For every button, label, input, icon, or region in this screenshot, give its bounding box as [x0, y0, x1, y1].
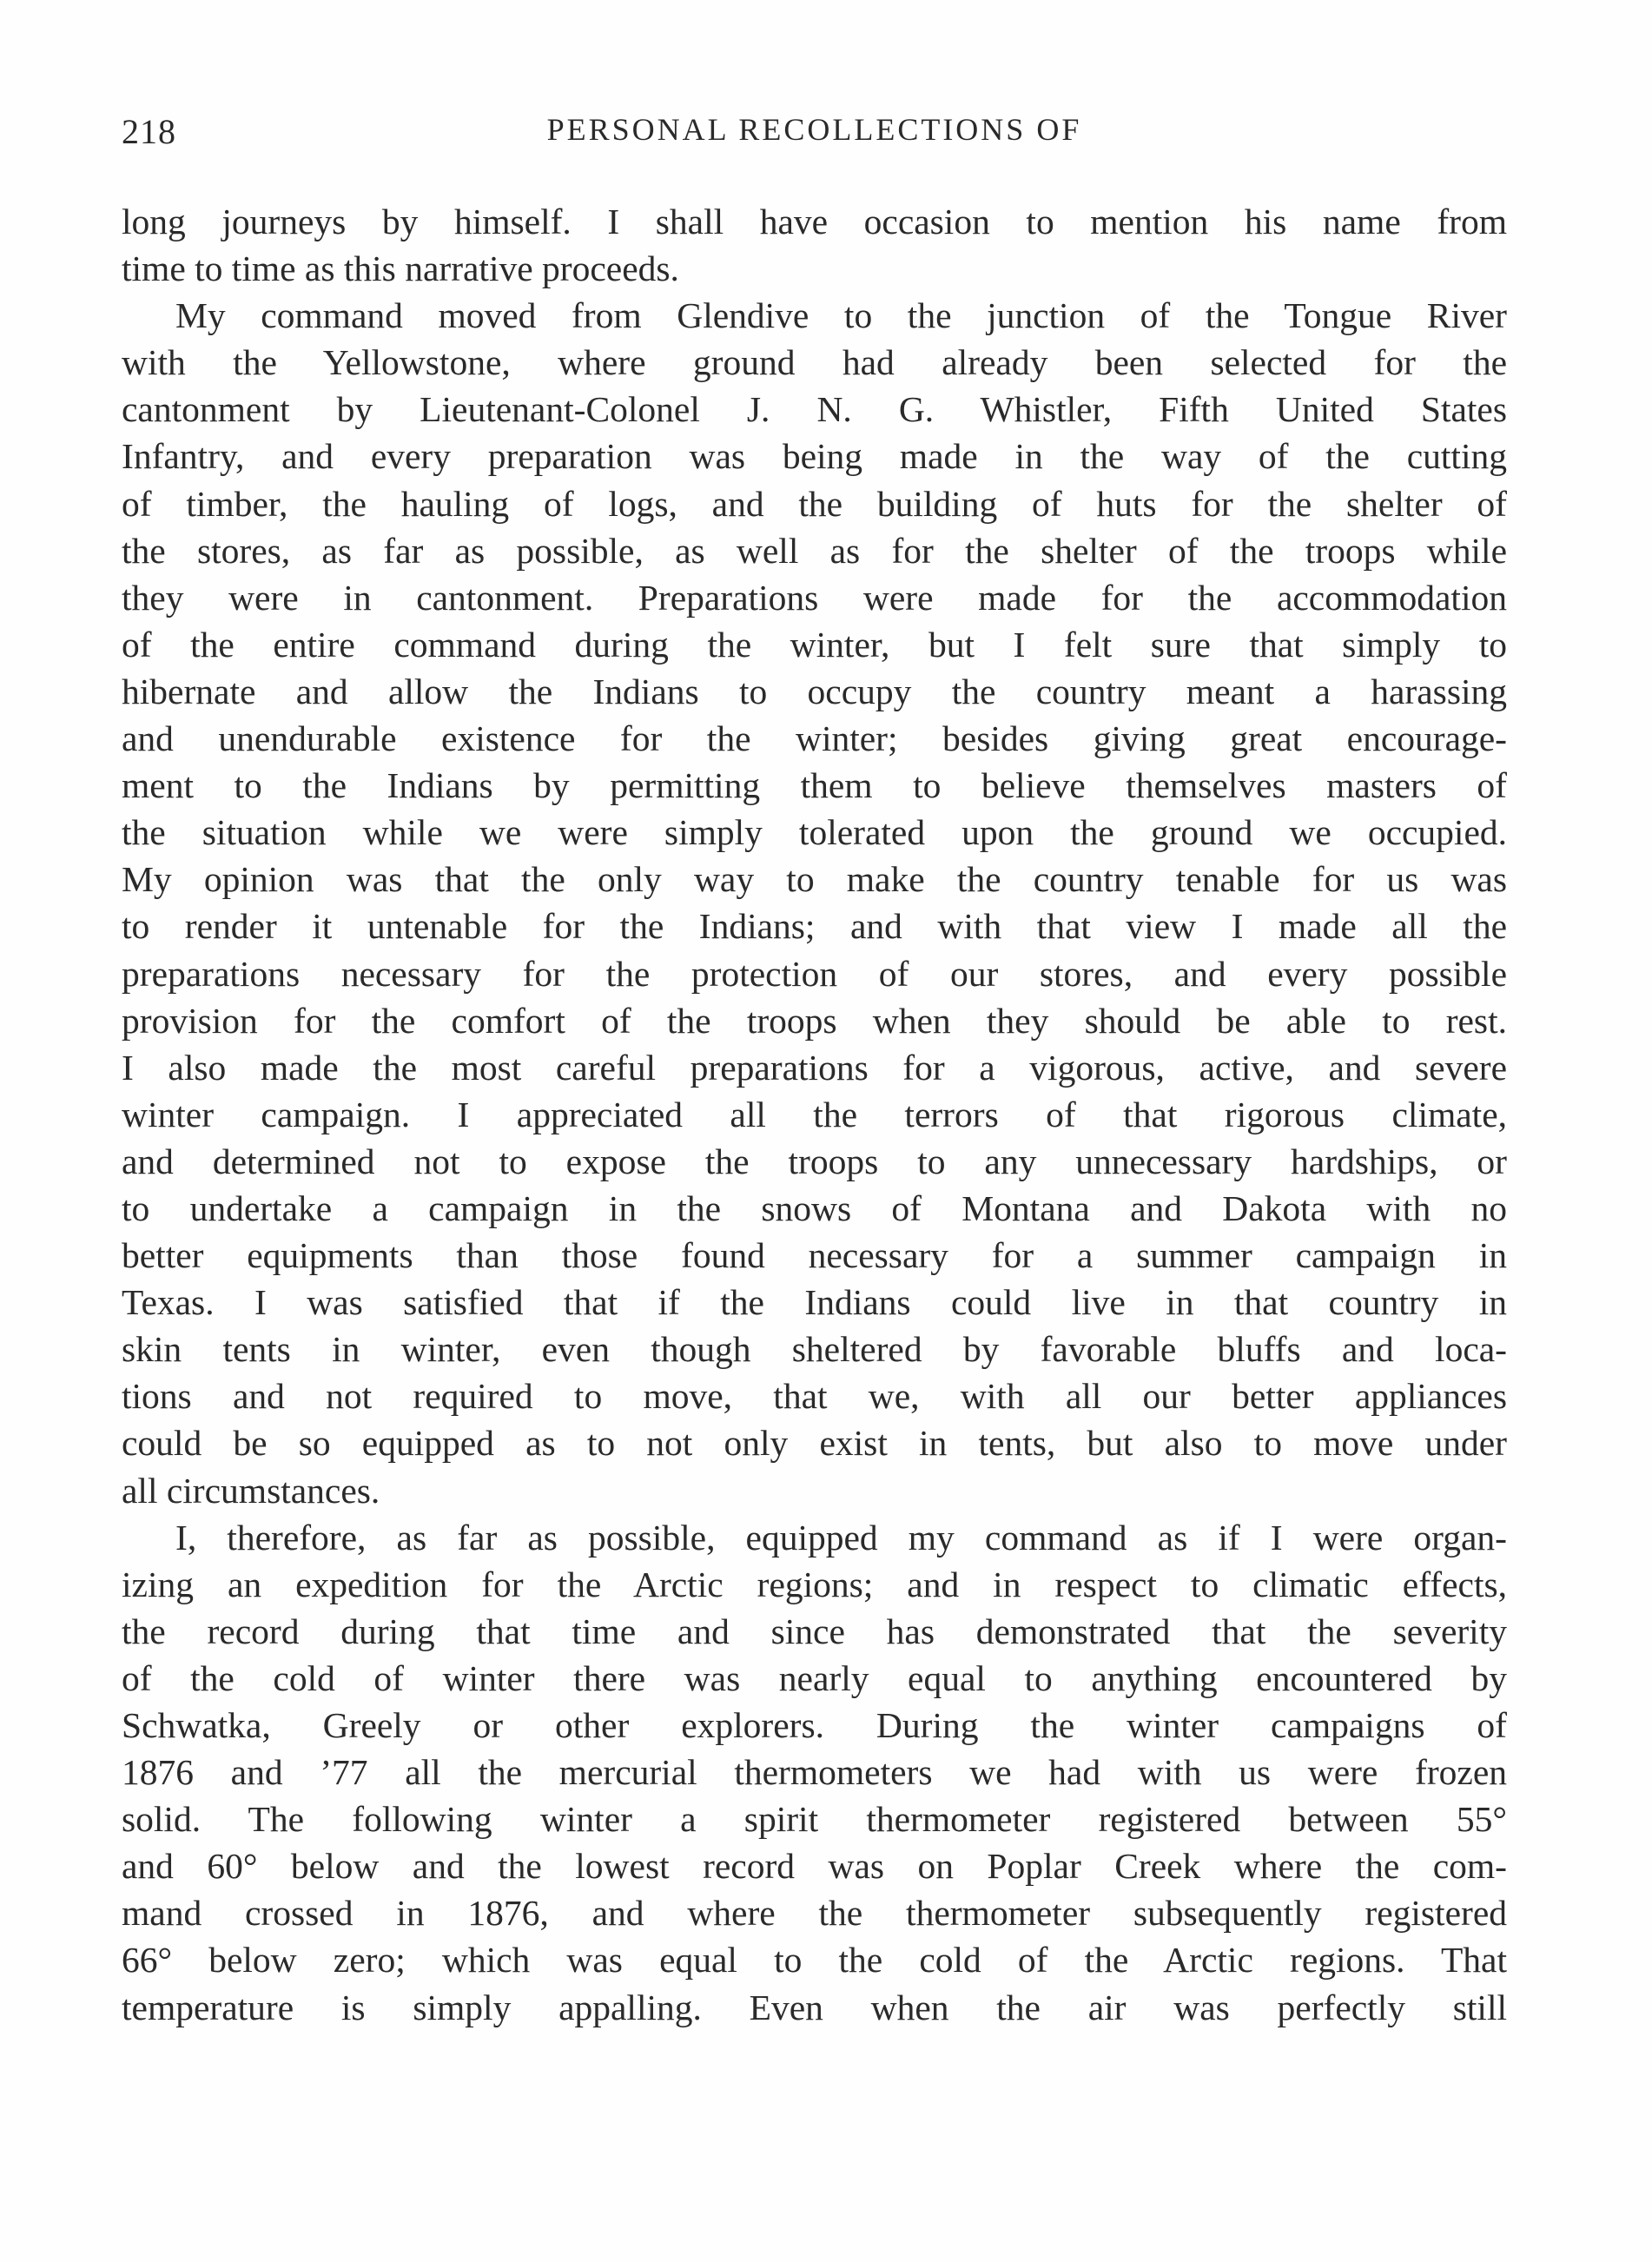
text-line: of the entire command during the winter, but I felt sure that simply to [122, 624, 1507, 665]
text-line: 66° below zero; which was equal to the cold of the Arctic regions. That [122, 1940, 1507, 1981]
text-line: Texas. I was satisfied that if the Indians could live in that country in [122, 1282, 1507, 1323]
text-line: My opinion was that the only way to make the country tenable for us was [122, 859, 1507, 900]
page-number: 218 [122, 112, 176, 151]
text-line: mand crossed in 1876, and where the thermometer subsequently registered [122, 1893, 1507, 1934]
text-line: My command moved from Glendive to the junction of the Tongue River [175, 295, 1507, 336]
text-line: they were in cantonment. Preparations were made for the accommodation [122, 577, 1507, 618]
text-line: I, therefore, as far as possible, equipped my command as if I were organ- [175, 1517, 1507, 1558]
running-head [122, 111, 1507, 163]
text-line: Schwatka, Greely or other explorers. During the winter campaigns of [122, 1705, 1507, 1745]
text-line: and unendurable existence for the winter; besides giving great encourage- [122, 718, 1507, 759]
text-line: and 60° below and the lowest record was on Poplar Creek where the com- [122, 1846, 1507, 1887]
text-line: izing an expedition for the Arctic regions; and in respect to climatic effects, [122, 1564, 1507, 1604]
text-line: ment to the Indians by permitting them to believe themselves masters of [122, 765, 1507, 806]
text-line: time to time as this narrative proceeds. [122, 248, 679, 289]
text-line: to render it untenable for the Indians; and with that view I made all the [122, 906, 1507, 947]
text-line: could be so equipped as to not only exist in tents, but also to move under [122, 1423, 1507, 1464]
text-line: 1876 and ’77 all the mercurial thermometers we had with us were frozen [122, 1752, 1507, 1793]
text-line: of the cold of winter there was nearly equal to anything encountered by [122, 1657, 1507, 1698]
text-line: solid. The following winter a spirit thermometer registered between 55° [122, 1799, 1507, 1840]
body-text [122, 198, 1507, 2031]
text-line: preparations necessary for the protection of our stores, and every possible [122, 953, 1507, 994]
text-line: the record during that time and since has demonstrated that the severity [122, 1611, 1507, 1651]
text-line: temperature is simply appalling. Even when the air was perfectly still [122, 1987, 1507, 2027]
text-line: winter campaign. I appreciated all the terrors of that rigorous climate, [122, 1094, 1507, 1134]
text-line: cantonment by Lieutenant-Colonel J. N. G. Whistler, Fifth United States [122, 389, 1507, 430]
text-line: and determined not to expose the troops to any unnecessary hardships, or [122, 1141, 1507, 1181]
text-line: the situation while we were simply tolerated upon the ground we occupied. [122, 812, 1507, 853]
text-line: all circumstances. [122, 1470, 380, 1511]
text-line: Infantry, and every preparation was being made in the way of the cutting [122, 436, 1507, 477]
text-line: with the Yellowstone, where ground had already been selected for the [122, 342, 1507, 383]
text-line: better equipments than those found necessary for a summer campaign in [122, 1235, 1507, 1276]
text-line: the stores, as far as possible, as well as for the shelter of the troops while [122, 530, 1507, 571]
text-line: long journeys by himself. I shall have occasion to mention his name from [122, 202, 1507, 241]
text-line: provision for the comfort of the troops when they should be able to rest. [122, 1000, 1507, 1041]
text-line: of timber, the hauling of logs, and the building of huts for the shelter of [122, 483, 1507, 524]
text-line: to undertake a campaign in the snows of Montana and Dakota with no [122, 1187, 1507, 1228]
text-line: I also made the most careful preparations for a vigorous, active, and severe [122, 1047, 1507, 1088]
text-line: hibernate and allow the Indians to occupy the country meant a harassing [122, 671, 1507, 711]
running-title: PERSONAL RECOLLECTIONS OF [546, 112, 1082, 147]
text-line: skin tents in winter, even though sheltered by favorable bluffs and loca- [122, 1329, 1507, 1370]
text-line: tions and not required to move, that we, with all our better appliances [122, 1376, 1507, 1417]
